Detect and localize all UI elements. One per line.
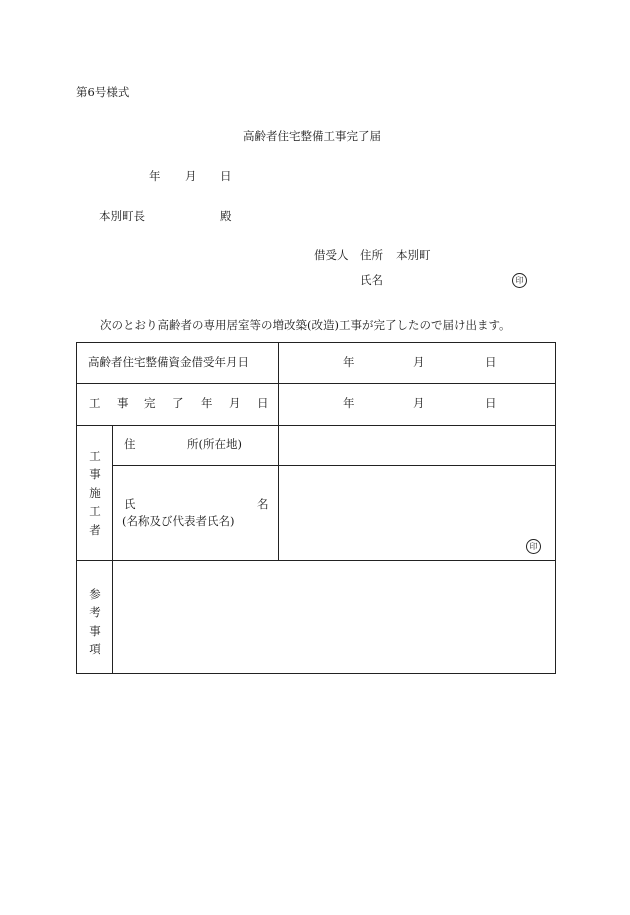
completion-label-char: 日 [257,396,269,410]
remarks-label: 参 考 事 項 [89,587,101,657]
borrower-seal-icon: 印 [512,273,527,288]
borrower-role: 借受人 [314,248,349,262]
statement-text: 次のとおり高齢者の専用居室等の増改築(改造)工事が完了したので届け出ます。 [100,318,511,332]
table-divider [112,425,113,673]
date-year: 年 [149,169,161,183]
completion-label-char: 完 [144,396,156,410]
borrower-address-value: 本別町 [396,248,431,262]
completion-label-char: 工 [89,396,101,410]
table-divider [77,560,555,561]
loan-date-label: 高齢者住宅整備資金借受年月日 [88,355,249,369]
completion-year: 年 [343,396,355,410]
completion-label-char: 年 [201,396,213,410]
loan-date-month: 月 [413,355,425,369]
completion-label-char: 月 [229,396,241,410]
loan-date-day: 日 [485,355,497,369]
form-table [76,342,556,674]
contractor-address-label: 住 [124,437,136,451]
completion-label-char: 事 [117,396,129,410]
completion-label-char: 了 [172,396,184,410]
contractor-group-label: 工 事 施 工 者 [89,449,101,537]
table-divider [278,343,279,560]
completion-month: 月 [413,396,425,410]
contractor-name-sub: (名称及び代表者氏名) [122,514,235,528]
date-month: 月 [185,169,197,183]
addressee-honorific: 殿 [220,209,232,223]
contractor-seal-icon: 印 [526,539,541,554]
loan-date-year: 年 [343,355,355,369]
borrower-address-label: 住所 [360,248,383,262]
contractor-name-label-2: 名 [257,497,269,511]
completion-day: 日 [485,396,497,410]
table-divider [112,465,555,466]
contractor-name-label-1: 氏 [124,497,136,511]
date-day: 日 [220,169,232,183]
borrower-name-label: 氏名 [360,273,383,287]
addressee-name: 本別町長 [99,209,145,223]
contractor-address-label-2: 所(所在地) [187,437,242,451]
form-number: 第6号様式 [76,85,130,99]
table-divider [77,383,555,384]
table-divider [77,425,555,426]
form-title: 高齢者住宅整備工事完了届 [243,129,381,143]
